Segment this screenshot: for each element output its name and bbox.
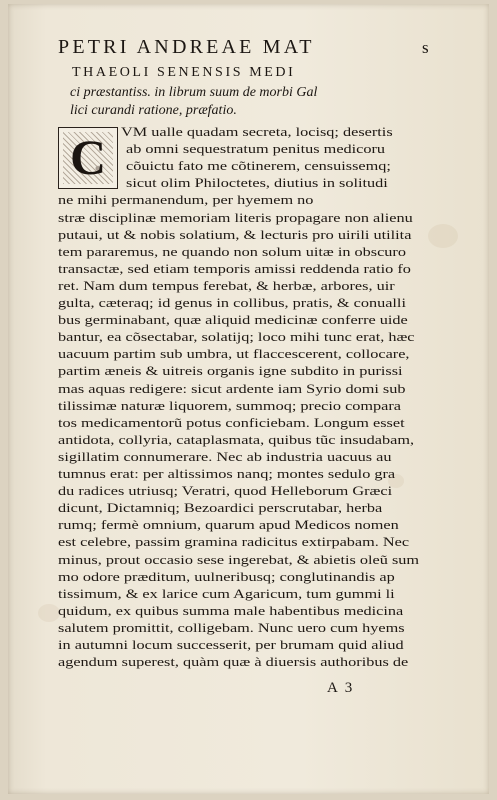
body-line: est celebre, passim gramina radicitus extirpabam. Nec xyxy=(58,534,410,550)
body-line: rumq; fermè omnium, quarum apud Medicos nomen xyxy=(58,517,399,533)
body-line: uacuum partim sub umbra, ut flaccescerent, collocare, xyxy=(58,346,410,362)
body-line: tissimum, & ex larice cum Agaricum, tum gummi li xyxy=(58,585,395,601)
body-line: stræ disciplinæ memoriam literis propagare non alienu xyxy=(58,209,413,225)
body-line: ret. Nam dum tempus ferebat, & herbæ, arbores, uir xyxy=(58,277,395,293)
title-line-3: ci præstantiss. in librum suum de morbi Gal xyxy=(70,85,318,100)
decorated-initial xyxy=(58,127,118,189)
paper-stain xyxy=(38,604,60,622)
body-line: cõuictu fato me cõtinerem, censuissemq; xyxy=(126,158,391,174)
body-line: dicunt, Dictamniq; Bezoardici perscrutabar, herba xyxy=(58,500,383,516)
paper-stain xyxy=(428,224,458,248)
body-line: agendum superest, quàm quæ à diuersis authoribus de xyxy=(58,654,409,670)
body-line: minus, prout occasio sese ingerebat, & abietis oleũ sum xyxy=(58,551,420,567)
body-line: tem pararemus, ne quando non solum uitæ in obscuro xyxy=(58,243,406,259)
title-line-1-end: s xyxy=(422,38,429,57)
body-line: putaui, ut & nobis solatium, & lecturis pro uirili utilita xyxy=(58,226,412,242)
title-line-4: lici curandi ratione, præfatio. xyxy=(70,103,237,118)
body-line: sigillatim connumerare. Nec ab industria uacuus au xyxy=(58,448,392,464)
body-line: bus germinabant, quæ aliquid medicinæ conferre uide xyxy=(58,312,408,328)
body-line: partim æneis & uitreis organis igne subdito in purissi xyxy=(58,363,403,379)
body-line: transactæ, sed etiam temporis amissi reddenda ratio fo xyxy=(58,260,411,276)
body-line: du radices utriusq; Veratri, quod Helleborum Græci xyxy=(58,483,393,499)
body-line: sicut olim Philoctetes, diutius in solitudi xyxy=(126,175,388,191)
body-line: in autumni locum successerit, per brumam quid aliud xyxy=(58,637,404,652)
body-line: tilissimæ naturæ liquorem, summoq; precio compara xyxy=(58,397,402,413)
body-line: ab omni sequestratum penitus medicoru xyxy=(126,141,386,157)
body-line: tumnus erat: per altissimos nanq; montes sedulo gra xyxy=(58,466,396,481)
initial-letter: C xyxy=(69,129,107,185)
body-line: ne mihi permanendum, per hyemem no xyxy=(58,192,314,208)
body-line: salutem promittit, colligebam. Nunc uero cum hyems xyxy=(58,619,405,635)
body-line: bantur, ea cõsectabar, solatijq; loco mihi tunc erat, hæc xyxy=(58,329,415,345)
signature-mark: A 3 xyxy=(327,680,355,696)
body-line: tos medicamentorũ potus conficiebam. Longum esset xyxy=(58,414,405,430)
body-line: mo odore præditum, uulneribusq; conglutinandis ap xyxy=(58,568,395,584)
body-line: mas aquas redigere: sicut ardente iam Syrio domi sub xyxy=(58,380,406,396)
body-line: gulta, cæteraq; id genus in collibus, pratis, & conualli xyxy=(58,295,406,310)
body-line: quidum, ex quibus summa male habentibus medicina xyxy=(58,602,404,618)
body-line: VM ualle quadam secreta, locisq; desertis xyxy=(121,124,393,139)
body-line: antidota, collyria, cataplasmata, quibus tũc insudabam, xyxy=(58,431,415,447)
title-line-1: PETRI ANDREAE MAT xyxy=(58,36,315,58)
title-line-2: THAEOLI SENENSIS MEDI xyxy=(72,65,296,80)
